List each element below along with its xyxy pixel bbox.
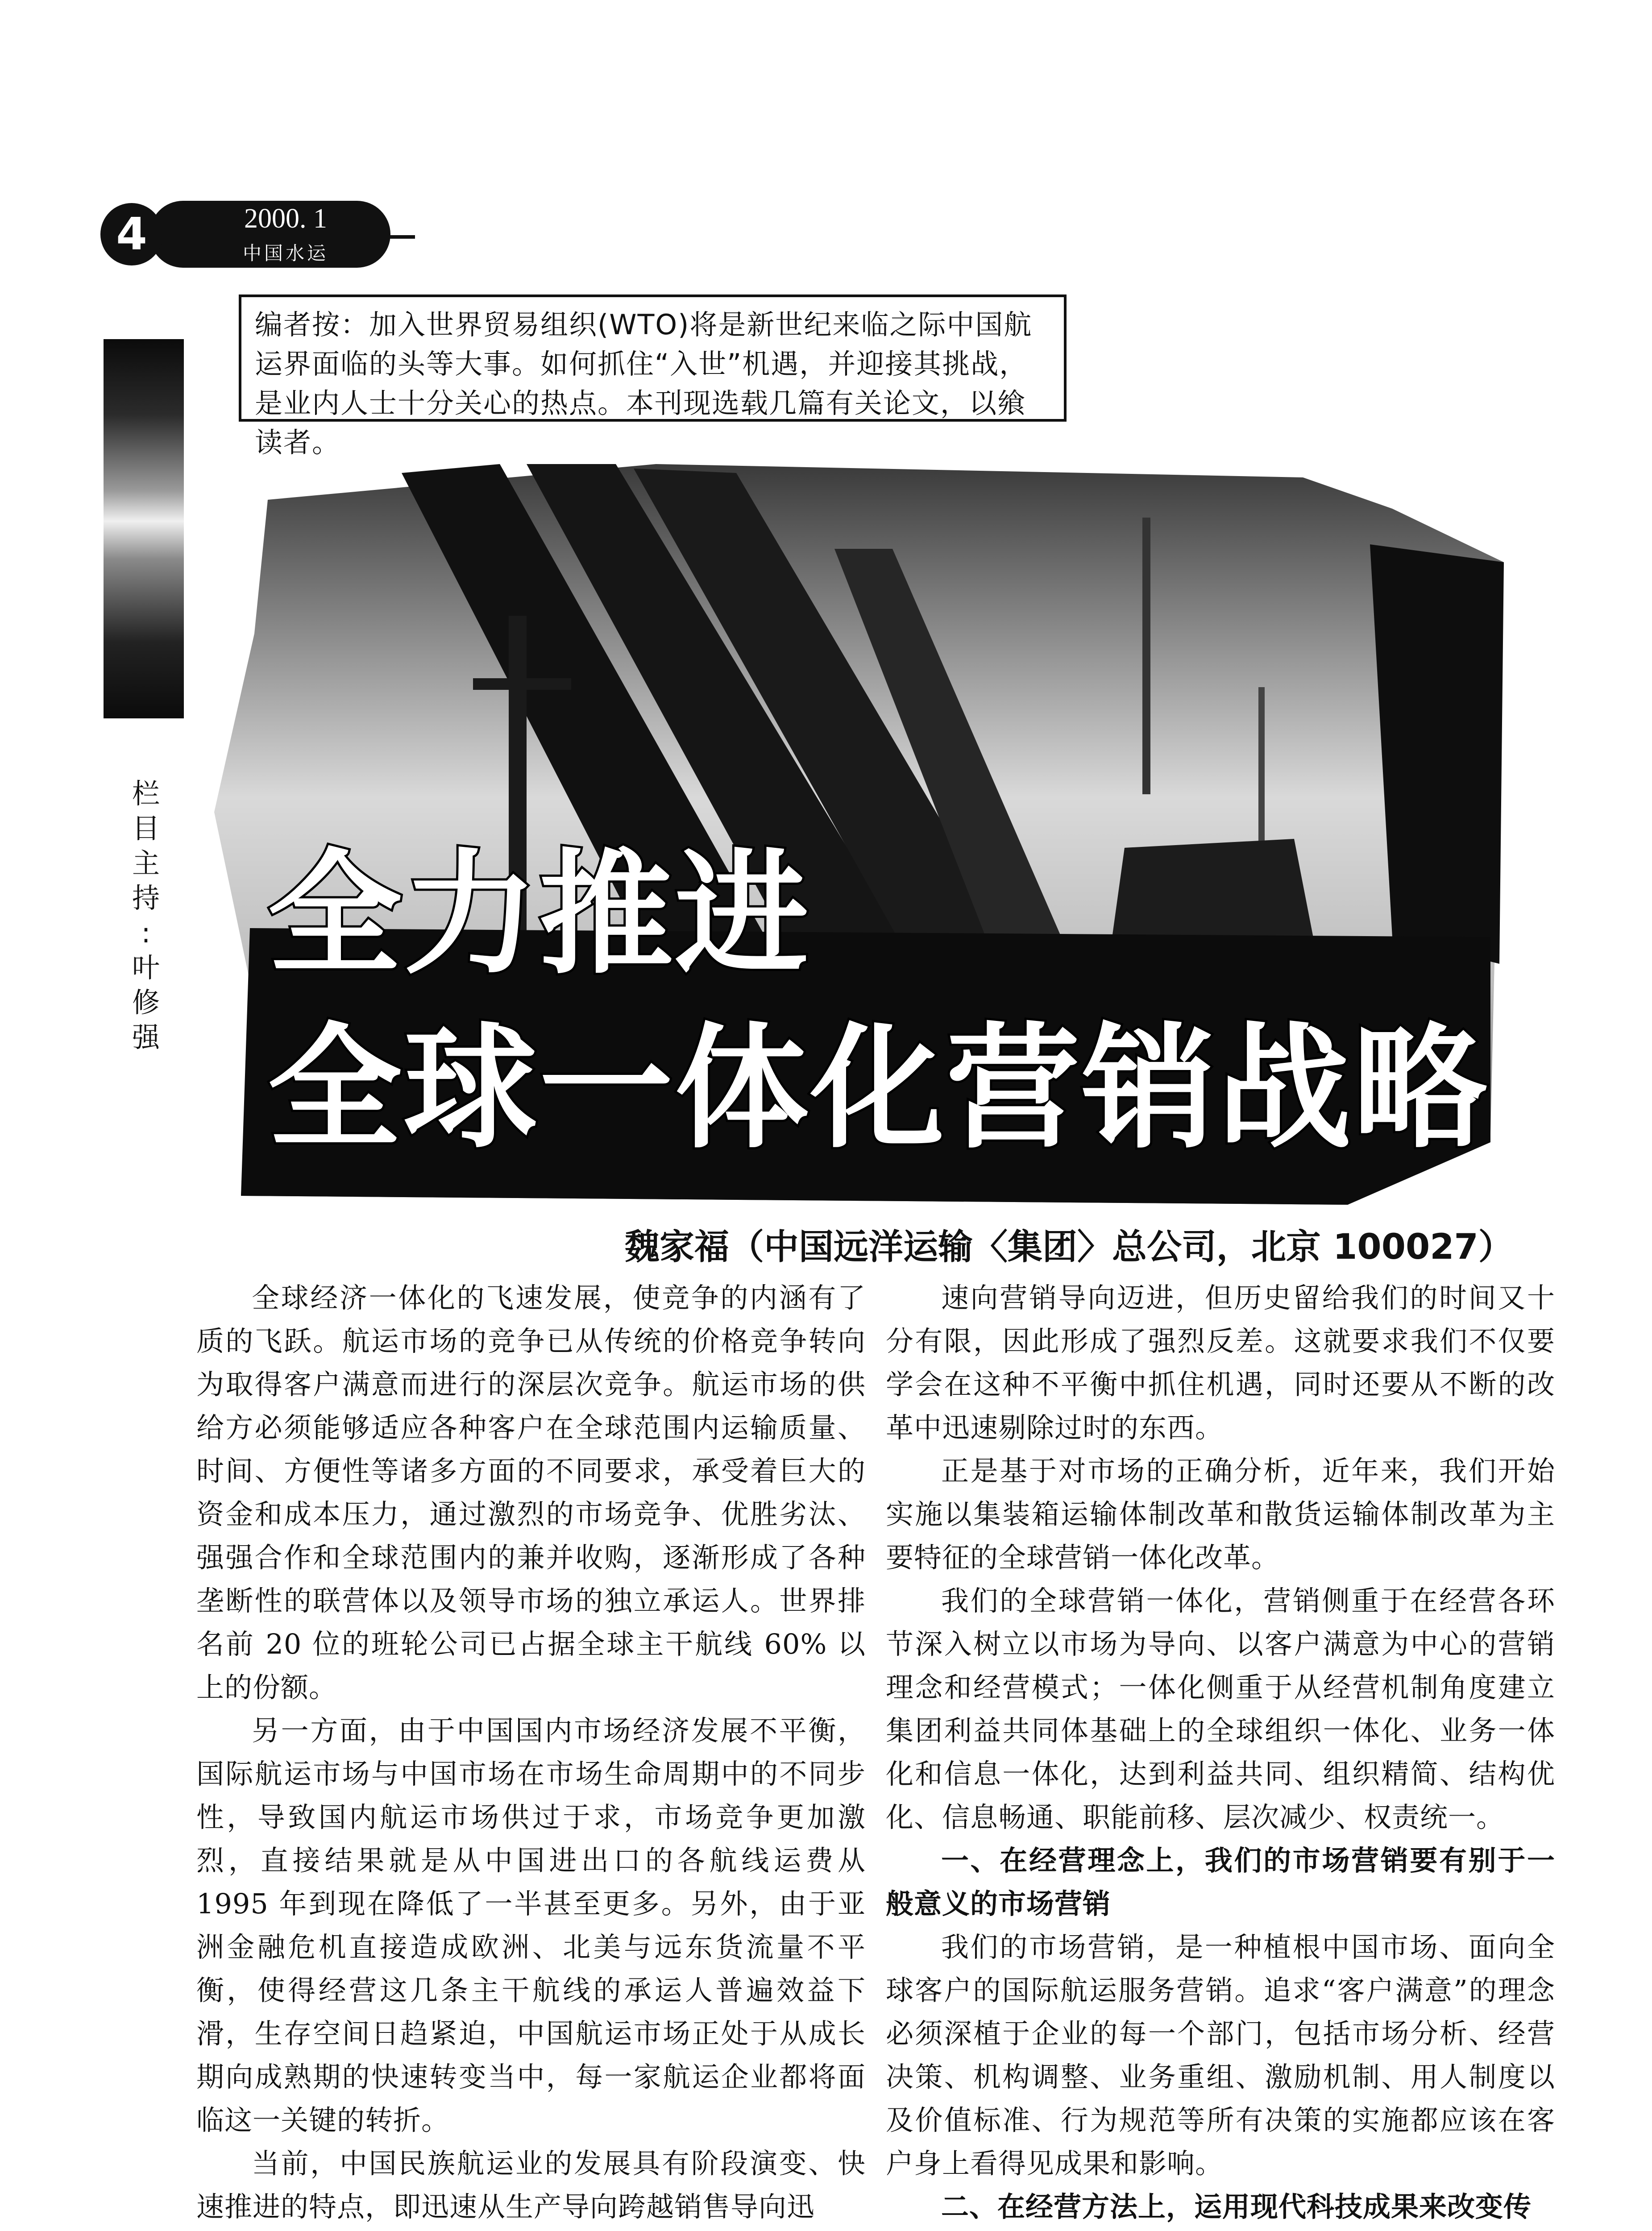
side-gradient-bar [104, 339, 184, 718]
paragraph: 当前，中国民族航运业的发展具有阶段演变、快速推进的特点，即迅速从生产导向跨越销售导向迅 [196, 2147, 866, 2223]
column-host-char: 持 [132, 882, 160, 914]
page-number: 4 [100, 203, 163, 265]
issue-date: 2000. 1 [244, 203, 327, 234]
section-heading: 一、在经营理念上，我们的市场营销要有别于一般意义的市场营销 [886, 1844, 1555, 1920]
paragraph: 正是基于对市场的正确分析，近年来，我们开始实施以集装箱运输体制改革和散货运输体制改革为主要特征的全球营销一体化改革。 [886, 1455, 1555, 1574]
header-rule [388, 235, 415, 239]
paragraph: 速向营销导向迈进，但历史留给我们的时间又十分有限，因此形成了强烈反差。这就要求我们不仅要学会在这种不平衡中抓住机遇，同时还要从不断的改革中迅速剔除过时的东西。 [886, 1281, 1555, 1444]
paragraph: 我们的全球营销一体化，营销侧重于在经营各环节深入树立以市场为导向、以客户满意为中心的营销理念和经营模式；一体化侧重于从经营机制角度建立集团利益共同体基础上的全球组织一体化、业务一体化和信息一体化，达到利益共同、组织精简、结构优化、信息畅通、职能前移、层次减少、权责统一。 [886, 1584, 1555, 1833]
paragraph: 全球经济一体化的飞速发展，使竞争的内涵有了质的飞跃。航运市场的竞争已从传统的价格竞争转向为取得客户满意而进行的深层次竞争。航运市场的供给方必须能够适应各种客户在全球范围内运输质量、时间、方便性等诸多方面的不同要求，承受着巨大的资金和成本压力，通过激烈的市场竞争、优胜劣汰、强强合作和全球范围内的兼并收购，逐渐形成了各种垄断性的联营体以及领导市场的独立承运人。世界排名前 20 位的班轮公司已占据全球主干航线 60% 以上的份额。 [196, 1281, 866, 1704]
column-host-char: 叶 [132, 951, 160, 984]
editor-note: 编者按：加入世界贸易组织(WTO)将是新世纪来临之际中国航运界面临的头等大事。如何抓住“入世”机遇，并迎接其挑战，是业内人士十分关心的热点。本刊现选载几篇有关论文，以飨读者。 [239, 294, 1067, 422]
column-host-char: : [141, 916, 151, 949]
column-host-char: 栏 [132, 777, 160, 810]
column-host-char: 修 [132, 986, 160, 1019]
article-title-line-2: 全球一体化营销战略 [268, 1011, 1489, 1166]
paragraph: 我们的市场营销，是一种植根中国市场、面向全球客户的国际航运服务营销。追求“客户满意”的理念必须深植于企业的每一个部门，包括市场分析、经营决策、机构调整、业务重组、激励机制、用人制度以及价值标准、行为规范等所有决策的实施都应该在客户身上看得见成果和影响。 [886, 1931, 1555, 2180]
journal-name: 中国水运 [242, 242, 328, 264]
section-heading: 二、在经营方法上，运用现代科技成果来改变传 [941, 2190, 1532, 2223]
ship-mast-crossbar [473, 678, 571, 690]
article-title-line-1: 全力推进 [268, 837, 810, 992]
column-host [126, 776, 166, 1055]
paragraph: 另一方面，由于中国国内市场经济发展不平衡，国际航运市场与中国市场在市场生命周期中的不同步性，导致国内航运市场供过于求，市场竞争更加激烈，直接结果就是从中国进出口的各航线运费从 1995 年到现在降低了一半甚至更多。另外，由于亚洲金融危机直接造成欧洲、北美与远东货流量不平衡，使得经营这几条主干航线的承运人普遍效益下滑，生存空间日趋紧迫，中国航运市场正处于从成长期向成熟期的快速转变当中，每一家航运企业都将面临这一关键的转折。 [196, 1714, 866, 2136]
body-column-left [196, 1276, 866, 2231]
body-column-right [886, 1276, 1555, 2231]
author-byline: 魏家福（中国远洋运输〈集团〉总公司，北京 100027） [625, 1227, 1513, 1267]
column-host-char: 主 [132, 847, 160, 879]
column-host-char: 目 [132, 812, 160, 845]
ship-mast [1142, 518, 1150, 794]
column-host-char: 强 [132, 1021, 160, 1053]
